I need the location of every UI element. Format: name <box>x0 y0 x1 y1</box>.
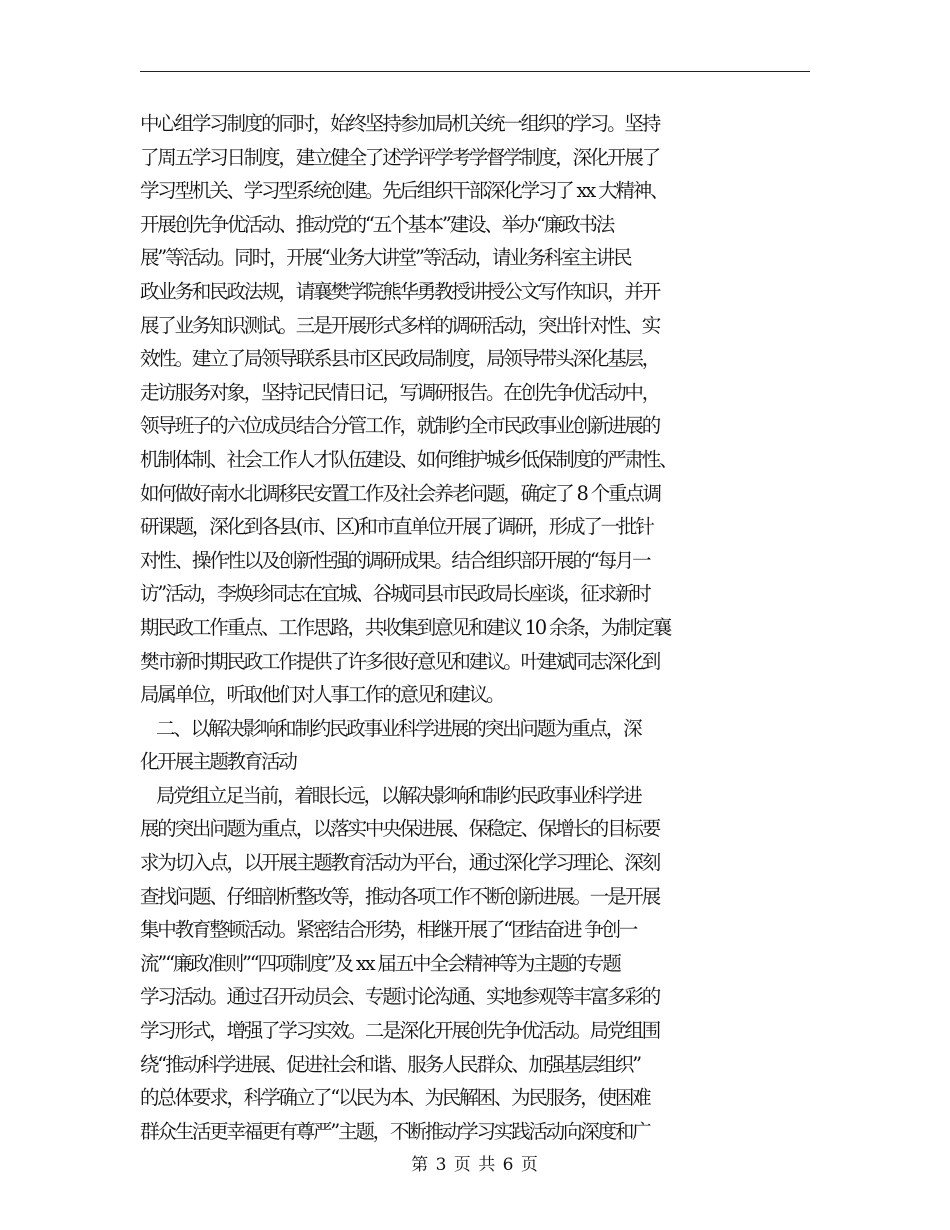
text-line: 中心组学习制度的同时，始终坚持参加局机关统一组织的学习。坚持 <box>140 112 660 135</box>
text-line: 学习活动。通过召开动员会、专题讨论沟通、实地参观等丰富多彩的 <box>140 985 660 1009</box>
text-line: 期民政工作重点、工作思路，共收集到意见和建议 10 余条，为制定襄 <box>140 615 671 639</box>
text-line: 群众生活更幸福更有尊严”主题，不断推动学习实践活动向深度和广 <box>140 1119 650 1143</box>
text-line: 局党组立足当前，着眼长远，以解决影响和制约民政事业科学进 <box>140 783 641 807</box>
text-line: 开展创先争优活动、推动党的“五个基本”建设、举办“廉政书法 <box>140 212 614 236</box>
section-heading-line: 化开展主题教育活动 <box>140 750 296 774</box>
text-line: 访”活动，李焕珍同志在宜城、谷城同县市民政局长座谈，征求新时 <box>140 582 650 606</box>
text-line: 集中教育整顿活动。紧密结合形势，相继开展了“团结奋进 争创一 <box>140 918 637 942</box>
text-line: 对性、操作性以及创新性强的调研成果。结合组织部开展的“每月一 <box>140 548 650 572</box>
text-line: 政业务和民政法规，请襄樊学院熊华勇教授讲授公文写作知识，并开 <box>140 279 660 303</box>
header-rule <box>140 71 810 72</box>
text-line: 流”“廉政准则”“四项制度”及 xx 届五中全会精神等为主题的专题 <box>140 951 620 975</box>
text-line: 樊市新时期民政工作提供了许多很好意见和建议。叶建斌同志深化到 <box>140 649 660 673</box>
text-line: 绕“推动科学进展、促进社会和谐、服务人民群众、加强基层组织” <box>140 1052 640 1076</box>
text-line: 如何做好南水北调移民安置工作及社会养老问题，确定了 8 个重点调 <box>140 481 660 505</box>
text-line: 领导班子的六位成员结合分管工作，就制约全市民政事业创新进展的 <box>140 414 660 438</box>
text-line: 了周五学习日制度，建立健全了述学评学考学督学制度，深化开展了 <box>140 145 660 169</box>
text-line: 学习型机关、学习型系统创建。先后组织干部深化学习了 xx 大精神、 <box>140 179 668 203</box>
text-line: 求为切入点，以开展主题教育活动为平台，通过深化学习理论、深刻 <box>140 851 660 875</box>
text-line: 的总体要求，科学确立了“以民为本、为民解困、为民服务，使困难 <box>140 1086 650 1110</box>
text-line: 走访服务对象，坚持记民情日记，写调研报告。在创先争优活动中， <box>140 380 660 404</box>
body-text <box>140 107 820 1148</box>
text-line: 机制体制、社会工作人才队伍建设、如何维护城乡低保制度的严肃性、 <box>140 447 677 471</box>
text-line: 展的突出问题为重点，以落实中央保进展、保稳定、保增长的目标要 <box>140 817 660 841</box>
text-line: 局属单位，听取他们对人事工作的意见和建议。 <box>140 683 504 707</box>
text-line: 学习形式，增强了学习实效。二是深化开展创先争优活动。局党组围 <box>140 1019 660 1043</box>
text-line: 展”等活动。同时，开展“业务大讲堂”等活动，请业务科室主讲民 <box>140 246 631 270</box>
page-number-footer: 第 3 页 共 6 页 <box>411 1155 539 1175</box>
text-line: 效性。建立了局领导联系县市区民政局制度，局领导带头深化基层， <box>140 347 660 371</box>
text-line: 查找问题、仔细剖析整改等，推动各项工作不断创新进展。一是开展 <box>140 884 660 908</box>
text-line: 展了业务知识测试。三是开展形式多样的调研活动，突出针对性、实 <box>140 313 660 337</box>
text-line: 研课题，深化到各县(市、区)和市直单位开展了调研，形成了一批针 <box>140 515 653 539</box>
section-heading-line: 二、以解决影响和制约民政事业科学进展的突出问题为重点，深 <box>140 716 641 740</box>
